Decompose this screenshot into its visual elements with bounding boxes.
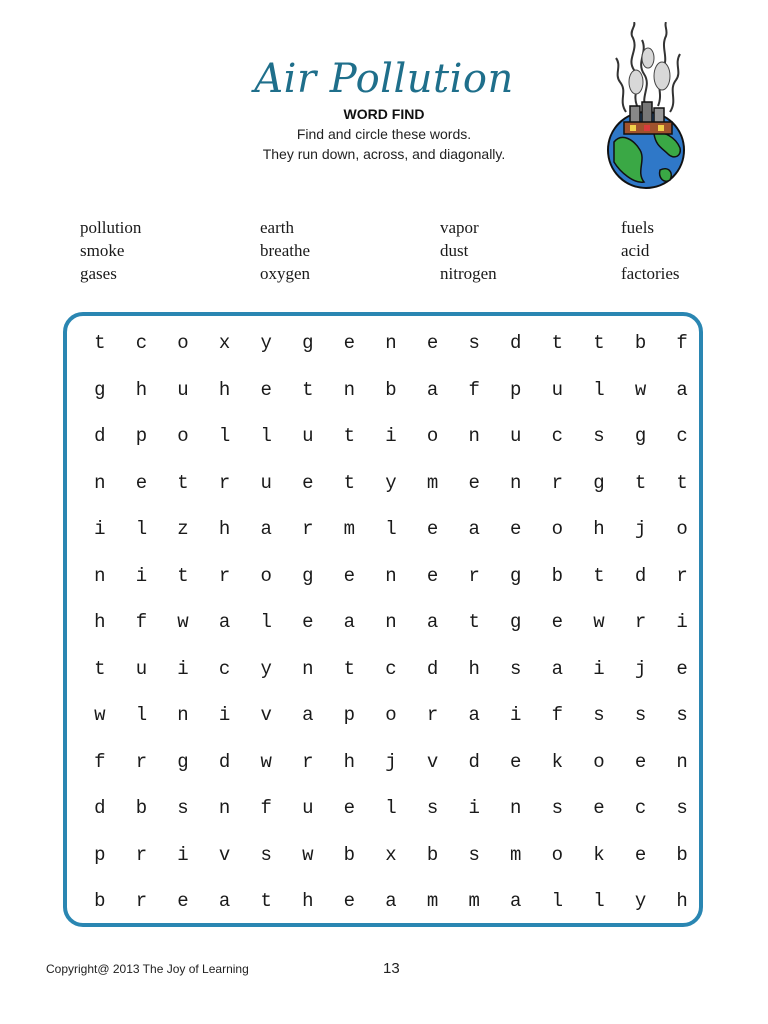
grid-letter[interactable]: c xyxy=(551,425,564,447)
grid-letter[interactable]: n xyxy=(676,750,688,773)
grid-letter[interactable]: n xyxy=(468,425,480,447)
grid-letter[interactable]: g xyxy=(94,378,106,401)
grid-letter[interactable]: w xyxy=(593,611,605,633)
grid-letter[interactable]: r xyxy=(468,564,480,587)
grid-letter[interactable]: e xyxy=(593,797,605,819)
word-column xyxy=(440,216,590,285)
grid-letter[interactable]: t xyxy=(593,564,605,587)
grid-letter[interactable]: l xyxy=(385,797,397,819)
word-item: gases xyxy=(80,264,117,283)
grid-letter[interactable]: t xyxy=(593,332,605,354)
word-item: factories xyxy=(621,264,680,283)
grid-letter[interactable]: n xyxy=(385,611,397,633)
grid-letter[interactable]: i xyxy=(177,843,189,866)
grid-letter[interactable]: l xyxy=(135,518,148,540)
polluted-globe-illustration xyxy=(600,22,692,194)
grid-letter[interactable]: s xyxy=(593,704,605,726)
grid-letter[interactable]: e xyxy=(177,890,189,912)
grid-letter[interactable]: y xyxy=(260,657,272,680)
grid-letter[interactable]: e xyxy=(426,564,439,587)
grid-letter[interactable]: e xyxy=(343,332,356,354)
grid-letter[interactable]: f xyxy=(260,797,272,819)
grid-letter[interactable]: i xyxy=(94,518,106,540)
grid-letter[interactable]: m xyxy=(426,471,439,494)
grid-letter[interactable]: e xyxy=(634,843,647,866)
grid-letter[interactable]: z xyxy=(177,518,189,540)
grid-letter[interactable]: a xyxy=(468,518,480,540)
grid-letter[interactable]: s xyxy=(676,704,688,726)
word-item: smoke xyxy=(80,241,125,260)
grid-letter[interactable]: y xyxy=(260,332,272,354)
grid-letter[interactable]: m xyxy=(426,890,439,912)
grid-letter[interactable]: s xyxy=(260,843,272,866)
grid-letter[interactable]: v xyxy=(260,704,272,726)
grid-letter[interactable]: d xyxy=(510,332,522,354)
grid-letter[interactable]: x xyxy=(385,843,397,866)
grid-letter[interactable]: d xyxy=(634,564,647,587)
grid-letter[interactable]: u xyxy=(302,797,314,819)
grid-letter[interactable]: n xyxy=(218,797,231,819)
grid-letter[interactable]: w xyxy=(302,843,314,866)
word-item: vapor xyxy=(440,218,479,237)
grid-letter[interactable]: v xyxy=(218,843,231,866)
grid-letter[interactable]: t xyxy=(468,611,480,633)
grid-letter[interactable]: c xyxy=(385,657,397,680)
grid-letter[interactable]: m xyxy=(343,518,356,540)
grid-letter[interactable]: l xyxy=(385,518,397,540)
grid-letter[interactable]: t xyxy=(343,425,356,447)
grid-letter[interactable]: e xyxy=(302,471,314,494)
grid-letter[interactable]: e xyxy=(343,564,356,587)
grid-letter[interactable]: w xyxy=(177,611,189,633)
grid-letter[interactable]: o xyxy=(260,564,272,587)
grid-letter[interactable]: r xyxy=(218,471,231,494)
grid-letter[interactable]: e xyxy=(343,890,356,912)
instruction-line-2: They run down, across, and diagonally. xyxy=(262,146,506,162)
grid-letter[interactable]: r xyxy=(634,611,647,633)
grid-letter[interactable]: w xyxy=(94,704,106,726)
grid-letter[interactable]: e xyxy=(510,750,522,773)
grid-letter[interactable]: e xyxy=(551,611,564,633)
grid-letter[interactable]: d xyxy=(94,425,106,447)
grid-letter[interactable]: b xyxy=(676,843,688,866)
grid-letter[interactable]: p xyxy=(94,843,106,866)
grid-letter[interactable]: s xyxy=(551,797,564,819)
word-item: oxygen xyxy=(260,264,311,283)
grid-letter[interactable]: j xyxy=(385,750,397,773)
grid-letter[interactable]: e xyxy=(634,750,647,773)
grid-letter[interactable]: n xyxy=(385,332,397,354)
word-search-grid-box xyxy=(63,312,703,927)
grid-letter[interactable]: e xyxy=(343,797,356,819)
grid-letter[interactable]: d xyxy=(218,750,231,773)
grid-letter[interactable]: h xyxy=(593,518,605,540)
grid-letter[interactable]: s xyxy=(468,843,480,866)
word-item: dust xyxy=(440,241,469,260)
grid-letter[interactable]: i xyxy=(218,704,231,726)
grid-letter[interactable]: l xyxy=(593,890,605,912)
word-column xyxy=(260,216,410,285)
grid-letter[interactable]: s xyxy=(634,704,647,726)
grid-letter[interactable]: k xyxy=(593,843,605,866)
grid-letter[interactable]: b xyxy=(343,843,356,866)
grid-letter[interactable]: o xyxy=(385,704,397,726)
grid-letter[interactable]: h xyxy=(135,378,148,401)
grid-letter[interactable]: n xyxy=(94,471,106,494)
grid-letter[interactable]: p xyxy=(510,378,522,401)
word-item: pollution xyxy=(80,218,142,237)
grid-letter[interactable]: i xyxy=(676,611,688,633)
grid-letter[interactable]: e xyxy=(302,611,314,633)
grid-letter[interactable]: g xyxy=(302,332,314,354)
instruction-line-1: Find and circle these words. xyxy=(296,126,472,142)
grid-letter[interactable]: r xyxy=(302,750,314,773)
grid-letter[interactable]: h xyxy=(343,750,356,773)
grid-letter[interactable]: s xyxy=(468,332,480,354)
grid-letter[interactable]: h xyxy=(94,611,106,633)
grid-letter[interactable]: n xyxy=(510,471,522,494)
grid-letter[interactable]: k xyxy=(551,750,564,773)
grid-letter[interactable]: i xyxy=(385,425,397,447)
grid-letter[interactable]: e xyxy=(676,657,688,680)
word-list xyxy=(80,216,720,288)
grid-letter[interactable]: d xyxy=(468,750,480,773)
grid-letter[interactable]: g xyxy=(510,611,522,633)
grid-letter[interactable]: x xyxy=(218,332,231,354)
grid-letter[interactable]: o xyxy=(177,332,189,354)
grid-letter[interactable]: m xyxy=(510,843,522,866)
grid-letter[interactable]: o xyxy=(177,425,189,447)
grid-letter[interactable]: a xyxy=(551,657,564,680)
grid-letter[interactable]: g xyxy=(510,564,522,587)
word-find-subtitle: WORD FIND xyxy=(343,106,425,122)
grid-letter[interactable]: a xyxy=(510,890,522,912)
grid-letter[interactable]: c xyxy=(218,657,231,680)
grid-letter[interactable]: t xyxy=(177,564,189,587)
word-item: breathe xyxy=(260,241,311,260)
grid-letter[interactable]: b xyxy=(94,890,106,912)
grid-letter[interactable]: l xyxy=(135,704,148,726)
word-item: acid xyxy=(621,241,650,260)
grid-letter[interactable]: a xyxy=(426,378,439,401)
grid-letter[interactable]: b xyxy=(551,564,564,587)
grid-letter[interactable]: u xyxy=(551,378,564,401)
grid-letter[interactable]: a xyxy=(260,518,272,540)
grid-letter[interactable]: i xyxy=(468,797,480,819)
grid-letter[interactable]: u xyxy=(510,425,522,447)
grid-letter[interactable]: r xyxy=(302,518,314,540)
grid-letter[interactable]: y xyxy=(385,471,397,494)
grid-letter[interactable]: f xyxy=(676,332,688,354)
grid-letter[interactable]: y xyxy=(634,890,647,912)
grid-letter[interactable]: g xyxy=(177,750,189,773)
grid-letter[interactable]: r xyxy=(135,750,148,773)
grid-letter[interactable]: f xyxy=(94,750,106,773)
word-item: fuels xyxy=(621,218,655,237)
grid-letter[interactable]: g xyxy=(593,471,605,494)
grid-letter[interactable]: t xyxy=(676,471,688,494)
grid-letter[interactable]: t xyxy=(302,378,314,401)
word-item: nitrogen xyxy=(440,264,497,283)
grid-letter[interactable]: j xyxy=(634,657,647,680)
grid-letter[interactable]: a xyxy=(302,704,314,726)
grid-letter[interactable]: p xyxy=(343,704,356,726)
grid-letter[interactable]: b xyxy=(426,843,439,866)
grid-letter[interactable]: j xyxy=(634,518,647,540)
grid-letter[interactable]: e xyxy=(260,378,272,401)
grid-letter[interactable]: s xyxy=(177,797,189,819)
grid-letter[interactable]: e xyxy=(426,518,439,540)
grid-letter[interactable]: a xyxy=(218,611,231,633)
grid-letter[interactable]: n xyxy=(385,564,397,587)
grid-letter[interactable]: n xyxy=(94,564,106,587)
grid-letter[interactable]: g xyxy=(634,425,647,447)
grid-letter[interactable]: v xyxy=(426,750,439,773)
word-column xyxy=(621,216,768,285)
grid-letter[interactable]: t xyxy=(94,657,106,680)
grid-letter[interactable]: n xyxy=(302,657,314,680)
grid-letter[interactable]: e xyxy=(468,471,480,494)
grid-letter[interactable]: u xyxy=(135,657,148,680)
grid-letter[interactable]: t xyxy=(94,332,106,354)
grid-letter[interactable]: i xyxy=(135,564,148,587)
grid-letter[interactable]: m xyxy=(468,890,480,912)
grid-letter[interactable]: o xyxy=(551,843,564,866)
grid-letter[interactable]: f xyxy=(551,704,564,726)
grid-letter[interactable]: a xyxy=(676,378,688,401)
grid-letter[interactable]: s xyxy=(426,797,439,819)
grid-letter[interactable]: l xyxy=(551,890,564,912)
grid-letter[interactable]: l xyxy=(260,425,272,447)
grid-letter[interactable]: h xyxy=(302,890,314,912)
grid-letter[interactable]: d xyxy=(426,657,439,680)
word-column xyxy=(80,216,230,285)
letter-grid xyxy=(79,328,703,933)
grid-letter[interactable]: e xyxy=(510,518,522,540)
grid-letter[interactable]: i xyxy=(177,657,189,680)
grid-letter[interactable]: r xyxy=(676,564,688,587)
grid-letter[interactable]: h xyxy=(218,378,231,401)
grid-letter[interactable]: l xyxy=(260,611,272,633)
grid-letter[interactable]: t xyxy=(260,890,272,912)
grid-letter[interactable]: e xyxy=(426,332,439,354)
grid-letter[interactable]: s xyxy=(676,797,688,819)
grid-letter[interactable]: l xyxy=(218,425,231,447)
word-item: earth xyxy=(260,218,294,237)
grid-letter[interactable]: w xyxy=(634,378,647,401)
grid-letter[interactable]: a xyxy=(426,611,439,633)
grid-letter[interactable]: h xyxy=(468,657,480,680)
grid-letter[interactable]: o xyxy=(551,518,564,540)
grid-letter[interactable]: n xyxy=(343,378,356,401)
grid-letter[interactable]: w xyxy=(260,750,272,773)
grid-letter[interactable]: u xyxy=(177,378,189,401)
grid-letter[interactable]: t xyxy=(177,471,189,494)
grid-letter[interactable]: e xyxy=(135,471,148,494)
grid-letter[interactable]: u xyxy=(260,471,272,494)
grid-letter[interactable]: b xyxy=(385,378,397,401)
grid-letter[interactable]: r xyxy=(218,564,231,587)
grid-letter[interactable]: f xyxy=(468,378,480,401)
grid-letter[interactable]: b xyxy=(135,797,148,819)
grid-letter[interactable]: c xyxy=(676,425,688,447)
grid-letter[interactable]: c xyxy=(634,797,647,819)
grid-letter[interactable]: i xyxy=(510,704,522,726)
grid-letter[interactable]: h xyxy=(218,518,231,540)
grid-letter[interactable]: c xyxy=(135,332,148,354)
grid-letter[interactable]: s xyxy=(510,657,522,680)
copyright-text: Copyright@ 2013 The Joy of Learning xyxy=(46,962,249,976)
grid-letter[interactable]: a xyxy=(218,890,231,912)
grid-letter[interactable]: b xyxy=(634,332,647,354)
grid-letter[interactable]: n xyxy=(177,704,189,726)
grid-letter[interactable]: s xyxy=(593,425,605,447)
grid-letter[interactable]: g xyxy=(302,564,314,587)
grid-letter[interactable]: n xyxy=(510,797,522,819)
grid-letter[interactable]: t xyxy=(551,332,564,354)
grid-letter[interactable]: r xyxy=(135,843,148,866)
grid-letter[interactable]: h xyxy=(676,890,688,912)
grid-letter[interactable]: a xyxy=(385,890,397,912)
page-number: 13 xyxy=(383,960,400,977)
grid-letter[interactable]: u xyxy=(302,425,314,447)
grid-letter[interactable]: t xyxy=(634,471,647,494)
page-title: Air Pollution xyxy=(254,56,514,102)
grid-letter[interactable]: o xyxy=(593,750,605,773)
grid-letter[interactable]: r xyxy=(426,704,439,726)
grid-letter[interactable]: d xyxy=(94,797,106,819)
grid-letter[interactable]: p xyxy=(135,425,148,447)
grid-letter[interactable]: a xyxy=(343,611,356,633)
grid-letter[interactable]: t xyxy=(343,657,356,680)
grid-letter[interactable]: t xyxy=(343,471,356,494)
grid-letter[interactable]: l xyxy=(593,378,605,401)
grid-letter[interactable]: r xyxy=(135,890,148,912)
grid-letter[interactable]: o xyxy=(676,518,688,540)
grid-letter[interactable]: i xyxy=(593,657,605,680)
grid-letter[interactable]: o xyxy=(426,425,439,447)
grid-letter[interactable]: r xyxy=(551,471,564,494)
grid-letter[interactable]: f xyxy=(135,611,148,633)
grid-letter[interactable]: a xyxy=(468,704,480,726)
